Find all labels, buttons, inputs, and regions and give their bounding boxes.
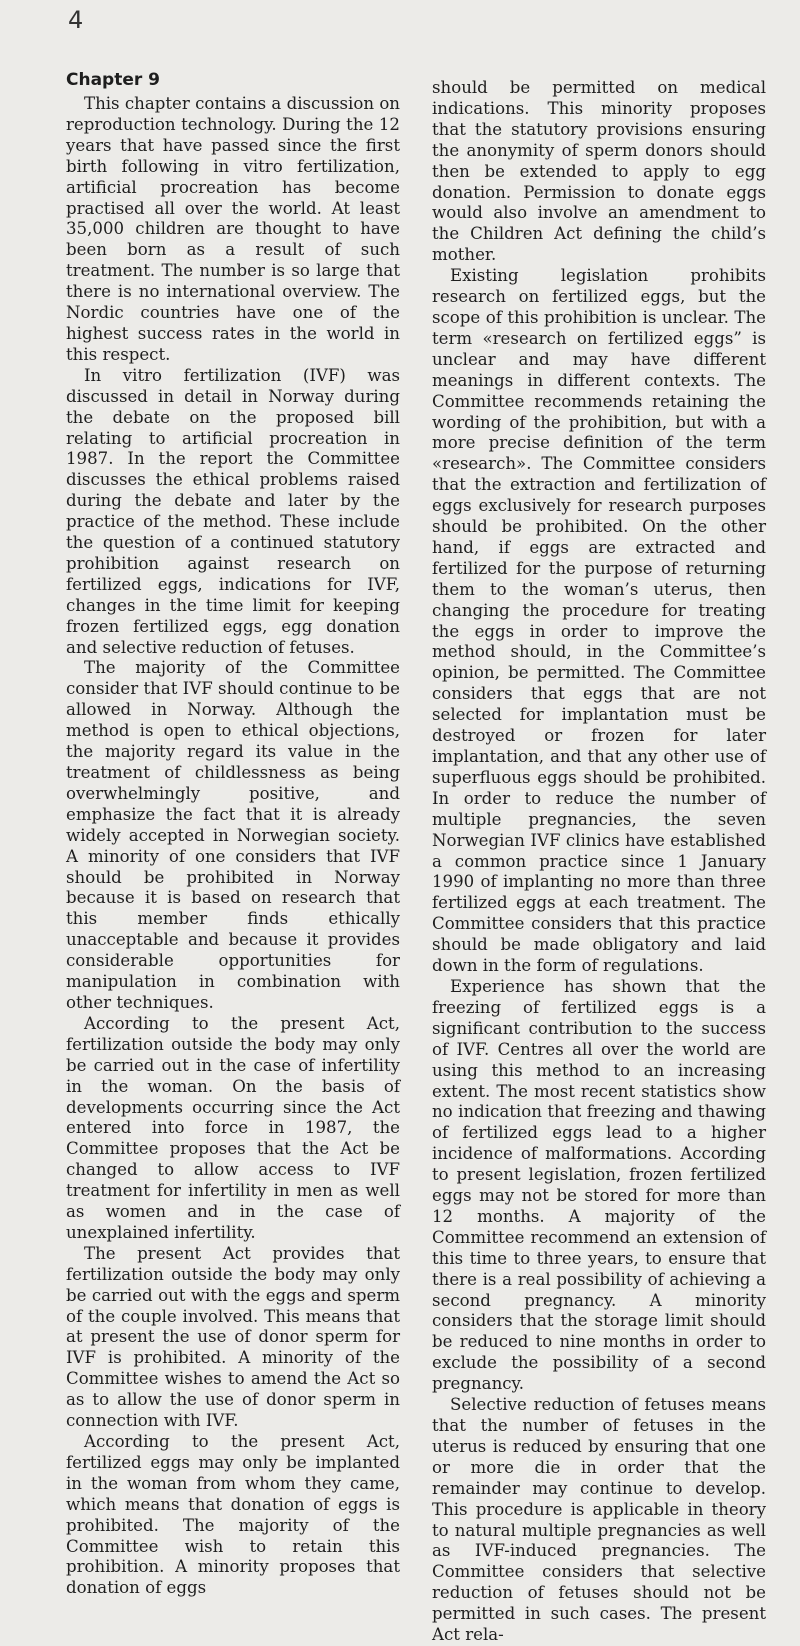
paragraph: In vitro fertilization (IVF) was discussed in detail in Norway during the debate on the proposed bill relating to artificial procreation in 1987. In the report the Committee discusses the ethical problems raised during the debate and later by the practice of the method. These include the question of a continued statutory prohibition against research on fertilized eggs, indications for IVF, changes in the time limit for keeping frozen fertilized eggs, egg donation and selective reduction of fetuses. bbox=[66, 365, 400, 657]
paragraph: According to the present Act, fertilization outside the body may only be carried out in the case of infertility in the woman. On the basis of developments occurring since the Act entered into force in 1987, the Committee proposes that the Act be changed to allow access to IVF treatment for infertility in men as well as women and in the case of unexplained infertility. bbox=[66, 1013, 400, 1242]
paragraph: Selective reduction of fetuses means that the number of fetuses in the uterus is reduced by ensuring that one or more die in order that the remainder may continue to develop. This procedure is applicable in theory to natural multiple pregnancies as well as IVF-induced pregnancies. The Committee considers that selective reduction of fetuses should not be permitted in such cases. The present Act rela- bbox=[432, 1395, 766, 1645]
paragraph: Existing legislation prohibits research on fertilized eggs, but the scope of this prohibition is unclear. The term «research on fertilized eggs” is unclear and may have different meanings in different contexts. The Committee recommends retaining the wording of the prohibition, but with a more precise definition of the term «research». The Committee considers that the extraction and fertilization of eggs exclusively for research purposes should be prohibited. On the other hand, if eggs are extracted and fertilized for the purpose of returning them to the woman’s uterus, then changing the procedure for treating the eggs in order to improve the method should, in the Committee’s opinion, be permitted. The Committee considers that eggs that are not selected for implantation must be destroyed or frozen for later implantation, and that any other use of superfluous eggs should be prohibited. In order to reduce the number of multiple pregnancies, the seven Norwegian IVF clinics have established a common practice since 1 January 1990 of implanting no more than three fertilized eggs at each treatment. The Committee considers that this practice should be made obligatory and laid down in the form of regulations. bbox=[432, 266, 766, 976]
paragraph: This chapter contains a discussion on reproduction technology. During the 12 years that have passed since the first birth following in vitro fertilization, artificial procreation has become practised all over the world. At least 35,000 children are thought to have been born as a result of such treatment. The number is so large that there is no international overview. The Nordic countries have one of the highest success rates in the world in this respect. bbox=[66, 94, 400, 364]
paragraph: Experience has shown that the freezing of fertilized eggs is a significant contribution to the success of IVF. Centres all over the world are using this method to an increasing extent. The most recent statistics show no indication that freezing and thawing of fertilized eggs lead to a higher incidence of malformations. According to present legislation, frozen fertilized eggs may not be stored for more than 12 months. A majority of the Committee recommend an extension of this time to three years, to ensure that there is a real possibility of achieving a second pregnancy. A minority considers that the storage limit should be reduced to nine months in order to exclude the possibility of a second pregnancy. bbox=[432, 976, 766, 1394]
left-column bbox=[66, 70, 400, 1599]
chapter-heading: Chapter 9 bbox=[66, 70, 161, 90]
paragraph: The present Act provides that fertilization outside the body may only be carried out with the eggs and sperm of the couple involved. This means that at present the use of donor sperm for IVF is prohibited. A minority of the Committee wishes to amend the Act so as to allow the use of donor sperm in connection with IVF. bbox=[66, 1243, 400, 1431]
paragraph: should be permitted on medical indications. This minority proposes that the statutory provisions ensuring the anonymity of sperm donors should then be extended to apply to egg donation. Permission to donate eggs would also involve an amendment to the Children Act defining the child’s mother. bbox=[432, 78, 766, 265]
page-number: 4 bbox=[68, 6, 84, 34]
paragraph: According to the present Act, fertilized eggs may only be implanted in the woman from whom they came, which means that donation of eggs is prohibited. The majority of the Committee wish to retain this prohibition. A minority proposes that donation of eggs bbox=[66, 1432, 400, 1598]
right-column bbox=[432, 78, 766, 1646]
paragraph: The majority of the Committee consider that IVF should continue to be allowed in Norway. Although the method is open to ethical objections, the majority regard its value in the treatment of childlessness as being overwhelmingly positive, and emphasize the fact that it is already widely accepted in Norwegian society. A minority of one considers that IVF should be prohibited in Norway because it is based on research that this member finds ethically unacceptable and because it provides considerable opportunities for manipulation in combination with other techniques. bbox=[66, 658, 400, 1012]
